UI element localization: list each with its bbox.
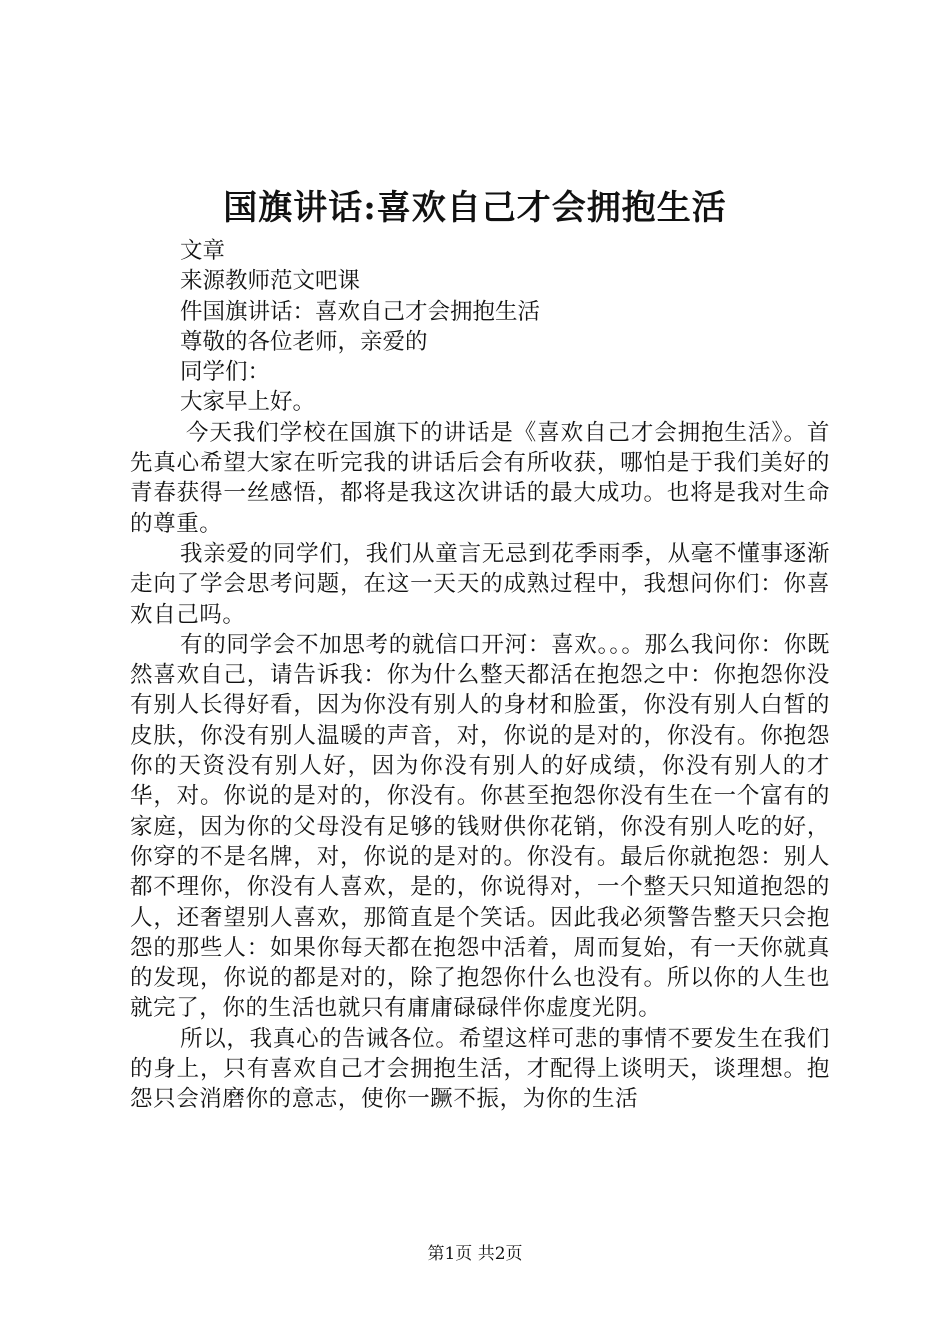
body-paragraph: 有的同学会不加思考的就信口开河：喜欢。。。那么我问你：你既然喜欢自己，请告诉我：你为什么整天都活在抱怨之中：你抱怨你没有别人长得好看，因为你没有别人的身材和脸蛋，你没有别人白皙的皮肤，你没有别人温暖的声音，对，你说的是对的，你没有。你抱怨你的天资没有别人好，因为你没有别人的好成绩，你没有别人的才华，对。你说的是对的，你没有。你甚至抱怨你没有生在一个富有的家庭，因为你的父母没有足够的钱财供你花销，你没有别人吃的好，你穿的不是名牌，对，你说的是对的。你没有。最后你就抱怨：别人都不理你，你没有人喜欢，是的，你说得对，一个整天只知道抱怨的人，还奢望别人喜欢，那简直是个笑话。因此我必须警告整天只会抱怨的那些人：如果你每天都在抱怨中活着，周而复始，有一天你就真的发现，你说的都是对的，除了抱怨你什么也没有。所以你的人生也就完了，你的生活也就只有庸庸碌碌伴你虚度光阴。 <box>130 631 830 1022</box>
header-line: 大家早上好。 <box>180 389 316 416</box>
header-line: 文章 <box>180 238 226 264</box>
header-line: 同学们： <box>180 359 271 386</box>
header-line: 件国旗讲话：喜欢自己才会拥抱生活 <box>180 298 541 325</box>
body-paragraph: 今天我们学校在国旗下的讲话是《喜欢自己才会拥抱生活》。首先真心希望大家在听完我的讲话后会有所收获，哪怕是于我们美好的青春获得一丝感悟，都将是我这次讲话的最大成功。也将是我对生命的尊重。 <box>130 419 830 537</box>
document-title: 国旗讲话:喜欢自己才会拥抱生活 <box>223 188 727 228</box>
header-line: 来源教师范文吧课 <box>180 268 361 295</box>
body-paragraph: 所以，我真心的告诫各位。希望这样可悲的事情不要发生在我们的身上，只有喜欢自己才会拥抱生活，才配得上谈明天，谈理想。抱怨只会消磨你的意志，使你一蹶不振，为你的生活 <box>130 1025 830 1113</box>
document-body <box>130 236 830 1115</box>
body-paragraph: 我亲爱的同学们，我们从童言无忌到花季雨季，从毫不懂事逐渐走向了学会思考问题，在这一天天的成熟过程中，我想问你们：你喜欢自己吗。 <box>130 540 830 628</box>
page-footer: 第1页 共2页 <box>427 1244 523 1264</box>
header-line: 尊敬的各位老师，亲爱的 <box>180 328 428 355</box>
